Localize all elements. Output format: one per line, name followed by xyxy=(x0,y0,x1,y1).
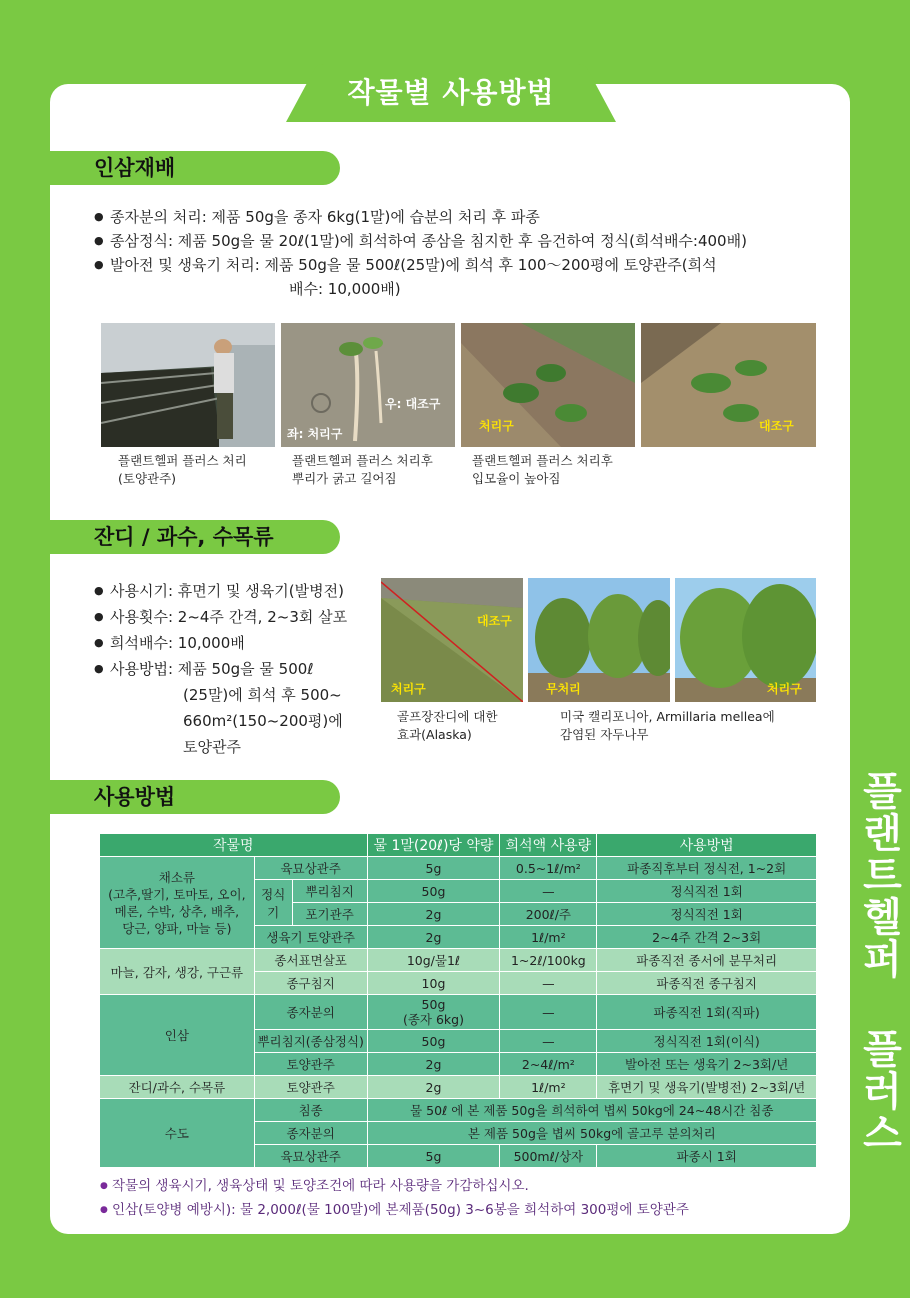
table-cell: 2~4주 간격 2~3회 xyxy=(597,926,817,949)
table-cell: 0.5~1ℓ/m² xyxy=(500,857,597,880)
caption-line: 미국 캘리포니아, Armillaria mellea에 xyxy=(560,709,775,724)
table-cell: 2g xyxy=(367,926,500,949)
section-header-turf xyxy=(50,520,340,554)
table-cell: 포기관주 xyxy=(292,903,367,926)
table-cell: 5g xyxy=(367,857,500,880)
table-row xyxy=(100,949,817,972)
photo-treated-trees xyxy=(675,578,816,702)
caption-line: 플랜트헬퍼 플러스 처리후 xyxy=(472,453,613,468)
bullet-continuation: 660m²(150~200평)에 xyxy=(183,712,343,730)
table-row xyxy=(100,1099,817,1122)
table-cell: 정식직전 1회(이식) xyxy=(597,1030,817,1053)
table-header: 사용방법 xyxy=(597,834,817,857)
turf-bullets xyxy=(94,578,379,760)
crop-name: 수도 xyxy=(100,1099,255,1168)
caption-line: 플랜트헬퍼 플러스 처리후 xyxy=(292,453,433,468)
page-title-tab xyxy=(286,64,616,122)
table-cell: 파종직전 1회(직파) xyxy=(597,995,817,1030)
table-cell: — xyxy=(500,995,597,1030)
crop-name: 마늘, 감자, 생강, 구근류 xyxy=(100,949,255,995)
table-cell: 5g xyxy=(367,1145,500,1168)
photo-caption xyxy=(560,708,775,744)
section-header-usage xyxy=(50,780,340,814)
table-cell: 정식기 xyxy=(254,880,292,926)
photo-greenhouse-worker xyxy=(101,323,275,447)
side-brand-text: 플랜트헬퍼 플러스 xyxy=(856,770,902,1154)
photo-label: 대조구 xyxy=(477,614,512,628)
table-cell: 2~4ℓ/m² xyxy=(500,1053,597,1076)
photo-caption xyxy=(397,708,498,744)
bullet: ● 종자분의 처리: 제품 50g을 종자 6kg(1말)에 습분의 처리 후 파종 xyxy=(94,205,824,229)
bullet: ● 희석배수: 10,000배 xyxy=(94,630,379,656)
side-brand-logo xyxy=(856,770,902,1154)
table-cell: 파종직전 종구침지 xyxy=(597,972,817,995)
crop-name: 인삼 xyxy=(100,995,255,1076)
table-cell: 1~2ℓ/100kg xyxy=(500,949,597,972)
table-cell: 정식직전 1회 xyxy=(597,880,817,903)
table-cell: 200ℓ/주 xyxy=(500,903,597,926)
table-cell: 50g xyxy=(367,880,500,903)
table-cell: 2g xyxy=(367,1053,500,1076)
bullet: ● 사용시기: 휴면기 및 생육기(발병전) xyxy=(94,578,379,604)
photo-ginseng-roots xyxy=(281,323,455,447)
bullet: ● 사용횟수: 2~4주 간격, 2~3회 살포 xyxy=(94,604,379,630)
table-row xyxy=(100,857,817,880)
table-cell: 종서표면살포 xyxy=(254,949,367,972)
page-title: 작물별 사용방법 xyxy=(347,76,555,109)
caption-line: (토양관주) xyxy=(118,471,177,486)
table-cell: 발아전 또는 생육기 2~3회/년 xyxy=(597,1053,817,1076)
ginseng-bullets xyxy=(94,205,824,301)
photo-ginseng-field-treated xyxy=(461,323,635,447)
caption-line: 입모율이 높아짐 xyxy=(472,471,561,486)
table-cell: 육묘상관주 xyxy=(254,1145,367,1168)
table-cell: 파종직후부터 정식전, 1~2회 xyxy=(597,857,817,880)
table-cell: 종구침지 xyxy=(254,972,367,995)
table-cell: 2g xyxy=(367,903,500,926)
table-header: 작물명 xyxy=(100,834,368,857)
table-cell: 휴면기 및 생육기(발병전) 2~3회/년 xyxy=(597,1076,817,1099)
table-cell: 생육기 토양관주 xyxy=(254,926,367,949)
table-cell: 물 50ℓ 에 본 제품 50g을 희석하여 볍씨 50kg에 24~48시간 침종 xyxy=(367,1099,816,1122)
photo-label: 무처리 xyxy=(546,682,581,696)
photo-untreated-trees xyxy=(528,578,670,702)
table-cell: 종자분의 xyxy=(254,995,367,1030)
table-cell: 파종직전 종서에 분무처리 xyxy=(597,949,817,972)
table-row xyxy=(100,995,817,1030)
table-cell: 1ℓ/m² xyxy=(500,926,597,949)
photo-golf-turf xyxy=(381,578,523,702)
table-cell: 10g/물1ℓ xyxy=(367,949,500,972)
photo-label: 대조구 xyxy=(759,419,794,433)
caption-line: 골프장잔디에 대한 xyxy=(397,709,498,724)
crop-name: 채소류 (고추,딸기, 토마토, 오이, 메론, 수박, 상추, 배추, 당근, 양파, 마늘 등) xyxy=(100,857,255,949)
section-title: 잔디 / 과수, 수목류 xyxy=(94,525,274,549)
caption-line: 감염된 자두나무 xyxy=(560,727,649,742)
table-cell: 정식직전 1회 xyxy=(597,903,817,926)
table-cell: — xyxy=(500,1030,597,1053)
bullet-continuation: (25말)에 희석 후 500~ xyxy=(183,686,342,704)
footnotes xyxy=(100,1174,689,1222)
table-cell: 2g xyxy=(367,1076,500,1099)
bullet: ● 발아전 및 생육기 처리: 제품 50g을 물 500ℓ(25말)에 희석 후 100～200평에 토양관주(희석 xyxy=(94,253,824,277)
bullet-continuation: 배수: 10,000배) xyxy=(289,280,401,298)
photo-label: 우: 대조구 xyxy=(385,397,441,411)
table-cell: 본 제품 50g을 볍씨 50kg에 골고루 분의처리 xyxy=(367,1122,816,1145)
photo-caption xyxy=(472,452,613,488)
table-header: 희석액 사용량 xyxy=(500,834,597,857)
table-cell: 토양관주 xyxy=(254,1076,367,1099)
table-cell: 500mℓ/상자 xyxy=(500,1145,597,1168)
table-header: 물 1말(20ℓ)당 약량 xyxy=(367,834,500,857)
table-cell: 종자분의 xyxy=(254,1122,367,1145)
bullet: ● 사용방법: 제품 50g을 물 500ℓ xyxy=(94,656,379,682)
photo-label: 처리구 xyxy=(391,682,426,696)
footnote: ● 작물의 생육시기, 생육상태 및 토양조건에 따라 사용량을 가감하십시오. xyxy=(100,1174,689,1198)
crop-name: 잔디/과수, 수목류 xyxy=(100,1076,255,1099)
usage-table xyxy=(99,833,817,1168)
table-cell: — xyxy=(500,880,597,903)
photo-label: 처리구 xyxy=(479,419,514,433)
caption-line: 플랜트헬퍼 플러스 처리 xyxy=(118,453,247,468)
bullet: ● 종삼정식: 제품 50g을 물 20ℓ(1말)에 희석하여 종삼을 침지한 후 음건하여 정식(희석배수:400배) xyxy=(94,229,824,253)
table-cell: 50g (종자 6kg) xyxy=(367,995,500,1030)
bullet-continuation: 토양관주 xyxy=(183,738,241,756)
table-cell: 10g xyxy=(367,972,500,995)
photo-caption xyxy=(292,452,433,488)
table-cell: 육묘상관주 xyxy=(254,857,367,880)
table-cell: — xyxy=(500,972,597,995)
photo-label: 좌: 처리구 xyxy=(287,427,343,441)
table-cell: 뿌리침지 xyxy=(292,880,367,903)
section-title: 사용방법 xyxy=(94,785,176,809)
table-row xyxy=(100,1076,817,1099)
photo-ginseng-field-control xyxy=(641,323,816,447)
footnote: ● 인삼(토양병 예방시): 물 2,000ℓ(물 100말)에 본제품(50g) 3~6봉을 희석하여 300평에 토양관주 xyxy=(100,1198,689,1222)
section-header-ginseng xyxy=(50,151,340,185)
table-header-row xyxy=(100,834,817,857)
table-cell: 파종시 1회 xyxy=(597,1145,817,1168)
table-cell: 침종 xyxy=(254,1099,367,1122)
table-cell: 1ℓ/m² xyxy=(500,1076,597,1099)
photo-caption xyxy=(118,452,247,488)
caption-line: 뿌리가 굵고 길어짐 xyxy=(292,471,397,486)
table-cell: 뿌리침지(종삼정식) xyxy=(254,1030,367,1053)
photo-label: 처리구 xyxy=(767,682,802,696)
section-title: 인삼재배 xyxy=(94,156,176,180)
table-cell: 50g xyxy=(367,1030,500,1053)
table-cell: 토양관주 xyxy=(254,1053,367,1076)
caption-line: 효과(Alaska) xyxy=(397,727,472,742)
